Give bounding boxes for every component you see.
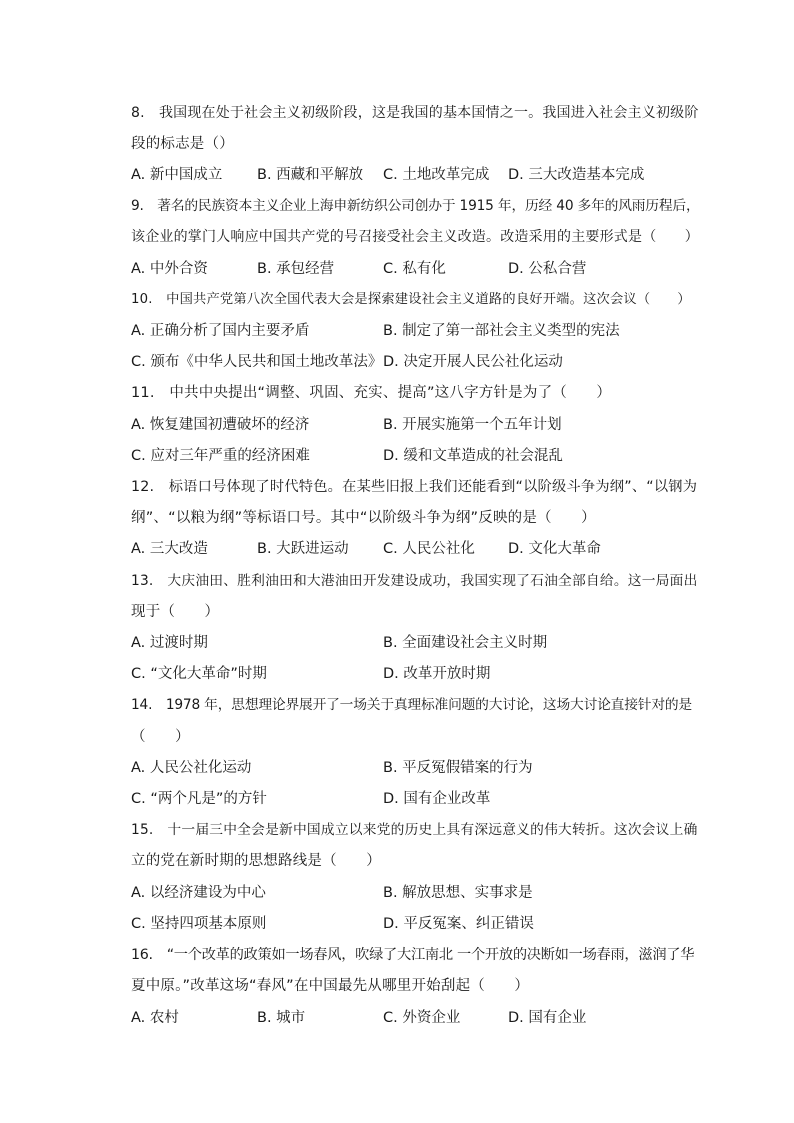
question-12-option-c: C. 人民公社化: [383, 541, 475, 557]
question-10-stem-line-1: 10. 中国共产党第八次全国代表大会是探索建设社会主义道路的良好开端。这次会议（ ）: [131, 292, 691, 307]
question-10-option-b: B. 制定了第一部社会主义类型的宪法: [383, 323, 620, 339]
question-15-stem-line-2: 立的党在新时期的思想路线是（ ）: [131, 853, 381, 869]
question-10-option-c: C. 颁布《中华人民共和国土地改革法》: [131, 354, 383, 370]
question-15-option-b: B. 解放思想、实事求是: [383, 885, 533, 901]
question-16-option-a: A. 农村: [131, 1010, 179, 1026]
question-15-option-d: D. 平反冤案、纠正错误: [383, 916, 534, 932]
question-15-option-a: A. 以经济建设为中心: [131, 885, 266, 901]
question-8-option-a: A. 新中国成立: [131, 167, 223, 183]
question-14-option-c: C. “两个凡是”的方针: [131, 791, 267, 807]
question-8-stem-line-1: 8. 我国现在处于社会主义初级阶段，这是我国的基本国情之一。我国进入社会主义初级阶: [131, 105, 699, 121]
question-11-option-c: C. 应对三年严重的经济困难: [131, 448, 310, 464]
question-16-stem-line-2: 夏中原。”改革这场“春风”在中国最先从哪里开始刮起（ ）: [131, 978, 530, 994]
question-9-stem-line-2: 该企业的掌门人响应中国共产党的号召接受社会主义改造。改造采用的主要形式是（ ）: [131, 229, 699, 245]
question-15-stem-line-1: 15. 十一届三中全会是新中国成立以来党的历史上具有深远意义的伟大转折。这次会议上确: [131, 822, 698, 838]
question-15-option-c: C. 坚持四项基本原则: [131, 916, 267, 932]
question-14-option-b: B. 平反冤假错案的行为: [383, 760, 533, 776]
question-9-option-b: B. 承包经营: [257, 261, 335, 277]
question-8-option-c: C. 土地改革完成: [383, 167, 490, 183]
question-12-option-a: A. 三大改造: [131, 541, 208, 557]
question-11-option-b: B. 开展实施第一个五年计划: [383, 417, 562, 433]
question-13-option-d: D. 改革开放时期: [383, 666, 491, 682]
question-14-option-a: A. 人民公社化运动: [131, 760, 252, 776]
question-14-stem-line-2: （ ）: [131, 729, 190, 745]
question-11-option-a: A. 恢复建国初遭破坏的经济: [131, 417, 310, 433]
question-8-option-b: B. 西藏和平解放: [257, 167, 364, 183]
question-10-option-d: D. 决定开展人民公社化运动: [383, 354, 563, 370]
question-13-option-b: B. 全面建设社会主义时期: [383, 635, 548, 651]
question-8-stem-line-2: 段的标志是（）: [131, 136, 234, 152]
question-9-option-d: D. 公私合营: [508, 261, 587, 277]
question-13-option-a: A. 过渡时期: [131, 635, 208, 651]
question-14-stem-line-1: 14. 1978 年，思想理论界展开了一场关于真理标准问题的大讨论，这场大讨论直接针对的是: [131, 697, 692, 713]
question-11-stem-line-1: 11. 中共中央提出“调整、巩固、充实、提高”这八字方针是为了（ ）: [131, 385, 612, 401]
question-13-stem-line-1: 13. 大庆油田、胜利油田和大港油田开发建设成功，我国实现了石油全部自给。这一局面出: [131, 573, 698, 589]
question-10-option-a: A. 正确分析了国内主要矛盾: [131, 323, 310, 339]
question-16-option-b: B. 城市: [257, 1010, 306, 1026]
question-12-option-b: B. 大跃进运动: [257, 541, 349, 557]
question-8-option-d: D. 三大改造基本完成: [508, 167, 645, 183]
question-13-option-c: C. “文化大革命”时期: [131, 666, 267, 682]
question-9-stem-line-1: 9. 著名的民族资本主义企业上海申新纺织公司创办于 1915 年，历经 40 多年的风雨历程后，: [131, 198, 700, 214]
question-9-option-a: A. 中外合资: [131, 261, 208, 277]
question-12-stem-line-2: 纲”、“以粮为纲”等标语口号。其中“以阶级斗争为纲”反映的是（ ）: [131, 510, 596, 526]
question-13-stem-line-2: 现于（ ）: [131, 604, 220, 620]
question-16-option-c: C. 外资企业: [383, 1010, 461, 1026]
question-16-option-d: D. 国有企业: [508, 1010, 587, 1026]
question-12-option-d: D. 文化大革命: [508, 541, 601, 557]
question-11-option-d: D. 缓和文革造成的社会混乱: [383, 448, 563, 464]
question-12-stem-line-1: 12. 标语口号体现了时代特色。在某些旧报上我们还能看到“以阶级斗争为纲”、“以钢为: [131, 479, 698, 495]
question-9-option-c: C. 私有化: [383, 261, 446, 277]
question-14-option-d: D. 国有企业改革: [383, 791, 491, 807]
question-16-stem-line-1: 16. “一个改革的政策如一场春风，吹绿了大江南北 一个开放的决断如一场春雨，滋润了华: [131, 947, 695, 963]
